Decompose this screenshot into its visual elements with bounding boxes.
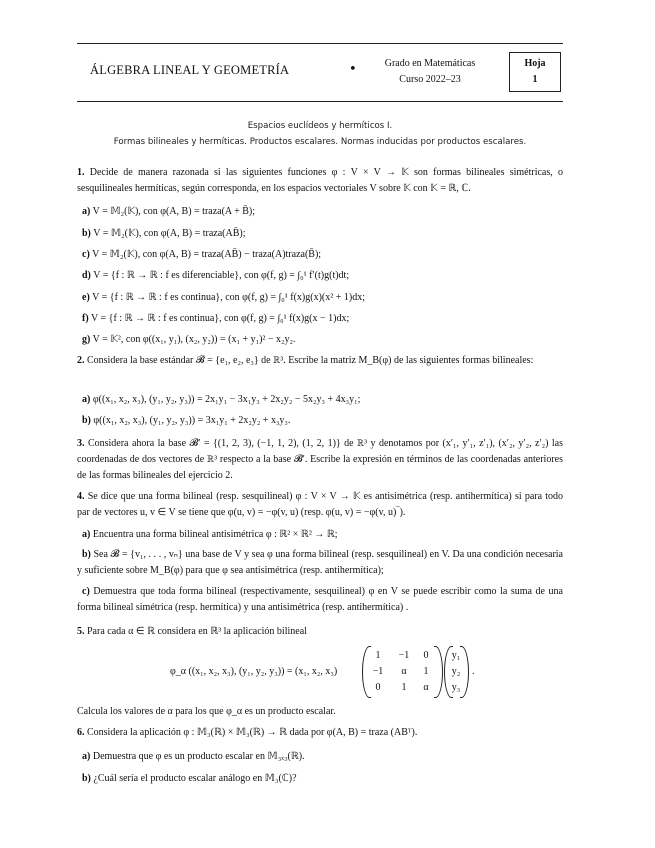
question-5 [77, 626, 307, 637]
header-bottom-rule [77, 101, 563, 102]
q4-item-c: c) Demuestra que toda forma bilineal (respectivamente, sesquilineal) φ en V se puede escribir como la suma de una forma bilineal simétrica (resp. hermítica) y una antisimétrica (resp. antihermítica) . [77, 586, 564, 613]
matrix-cell: 1 [401, 682, 407, 693]
degree-name: Grado en Matemáticas [384, 58, 476, 69]
matrix-right-paren [434, 646, 443, 698]
vector-cell: y₁ [451, 650, 461, 661]
vector-right-paren [460, 646, 469, 698]
question-1 [77, 165, 563, 197]
q1-item-b: b) V = 𝕄₂(𝕂), con φ(A, B) = traza(AB̄); [82, 228, 246, 239]
question-number: 4. [77, 491, 85, 502]
question-text: Decide de manera razonada si las siguientes funciones φ : V × V → 𝕂 son formas bilineales simétricas, o sesquilineales hermíticas, según corresponda, en los espacios vectoriales V sobre 𝕂 con 𝕂 = ℝ, ℂ. [77, 167, 563, 194]
question-2 [77, 353, 563, 369]
vector-cell: y₃ [451, 682, 461, 693]
q1-item-e: e) V = {f : ℝ → ℝ : f es continua}, con φ(f, g) = ∫₀¹ f(x)g(x)(x² + 1)dx; [82, 292, 365, 303]
question-number: 6. [77, 727, 85, 738]
question-number: 1. [77, 167, 85, 178]
header-bullet: • [349, 62, 357, 77]
q1-item-a: a) V = 𝕄₂(𝕂), con φ(A, B) = traza(A + B̄); [82, 206, 256, 217]
question-6 [77, 727, 417, 738]
question-text: Considera la aplicación φ : 𝕄₃(ℝ) × 𝕄₃(ℝ) → ℝ dada por φ(A, B) = traza (ABᵀ). [87, 727, 418, 738]
subtitle-line-1: Espacios euclídeos y hermíticos I. [247, 121, 393, 131]
top-rule [77, 43, 563, 44]
q6-item-a: a) Demuestra que φ es un producto escalar en 𝕄₃ₓ₃(ℝ). [82, 751, 305, 762]
q2-item-a: a) φ((x₁, x₂, x₃), (y₁, y₂, y₃)) = 2x₁y₁ − 3x₁y₃ + 2x₂y₂ − 5x₂y₃ + 4x₃y₁; [82, 394, 361, 405]
vector-cell: y₂ [451, 666, 461, 677]
question-text: Considera la base estándar 𝓑 = {e₁, e₂, e₃} de ℝ³. Escribe la matriz M_B(φ) de las siguientes formas bilineales: [87, 355, 534, 366]
question-text: Considera ahora la base 𝓑′ = {(1, 2, 3), (−1, 1, 2), (1, 2, 1)} de ℝ³ y denotamos por (x′₁, y′₁, z′₁), (x′₂, y′₂, z′₂) las coordenadas de dos vectores de ℝ³ respecto a la base 𝓑′. Escribe la expresión en términos de las coordenadas anteriores de las formas bilineales del ejercicio 2. [77, 438, 564, 481]
course-title: ÁLGEBRA LINEAL Y GEOMETRÍA [90, 63, 290, 77]
sheet-number-box [509, 52, 561, 92]
degree-block [366, 56, 494, 88]
sheet-label: Hoja [524, 58, 546, 69]
matrix-cell: 0 [375, 682, 381, 693]
matrix-cell: −1 [398, 650, 410, 661]
matrix-cell: 0 [423, 650, 429, 661]
q6-item-b: b) ¿Cuál sería el producto escalar análogo en 𝕄₃(ℂ)? [82, 773, 297, 784]
question-3 [77, 436, 563, 484]
question-text: Para cada α ∈ ℝ considera en ℝ³ la aplicación bilineal [87, 626, 307, 637]
question-number: 3. [77, 438, 85, 449]
formula-period: . [472, 666, 475, 677]
question-4 [77, 489, 563, 521]
question-number: 2. [77, 355, 85, 366]
matrix-cell: α [423, 682, 429, 693]
q1-item-c: c) V = 𝕄₂(𝕂), con φ(A, B) = traza(AB̄) − traza(A)traza(B̄); [82, 249, 322, 260]
academic-year: Curso 2022–23 [399, 74, 461, 85]
q1-item-d: d) V = {f : ℝ → ℝ : f es diferenciable}, con φ(f, g) = ∫₀¹ f′(t)g(t)dt; [82, 270, 350, 281]
question-text: Se dice que una forma bilineal (resp. sesquilineal) φ : V × V → 𝕂 es antisimétrica (resp. antihermítica) si para todo par de vectores u, v ∈ V se tiene que φ(u, v) = −φ(v, u) (resp. φ(u, v) = −φ(v, u)‾). [77, 491, 563, 518]
q5-closing: Calcula los valores de α para los que φ_α es un producto escalar. [77, 706, 336, 717]
sheet-number: 1 [532, 74, 538, 85]
q4-item-b: b) Sea 𝓑 = {v₁, . . . , vₙ} una base de V y sea φ una forma bilineal (resp. sesquilineal) en V. Da una condición necesaria y suficiente sobre M_B(φ) para que φ sea antisimétrica (resp. antihermítica); [77, 549, 563, 576]
matrix-cell: α [401, 666, 407, 677]
question-number: 5. [77, 626, 85, 637]
matrix-cell: 1 [375, 650, 381, 661]
subtitle-line-2: Formas bilineales y hermíticas. Productos escalares. Normas inducidas por productos escalares. [113, 137, 527, 147]
matrix-cell: −1 [372, 666, 384, 677]
matrix-cell: 1 [423, 666, 429, 677]
q1-item-g: g) V = 𝕂², con φ((x₁, y₁), (x₂, y₂)) = (x₁ + y₁)² − x₂y₂. [82, 334, 296, 345]
q4-item-a: a) Encuentra una forma bilineal antisimétrica φ : ℝ² × ℝ² → ℝ; [82, 529, 338, 540]
q1-item-f: f) V = {f : ℝ → ℝ : f es continua}, con φ(f, g) = ∫₀¹ f(x)g(x − 1)dx; [82, 313, 350, 324]
q2-item-b: b) φ((x₁, x₂, x₃), (y₁, y₂, y₃)) = 3x₁y₁ + 2x₂y₂ + x₃y₃. [82, 415, 291, 426]
q5-formula-lhs: φ_α ((x₁, x₂, x₃), (y₁, y₂, y₃)) = (x₁, x₂, x₃) [170, 666, 338, 677]
